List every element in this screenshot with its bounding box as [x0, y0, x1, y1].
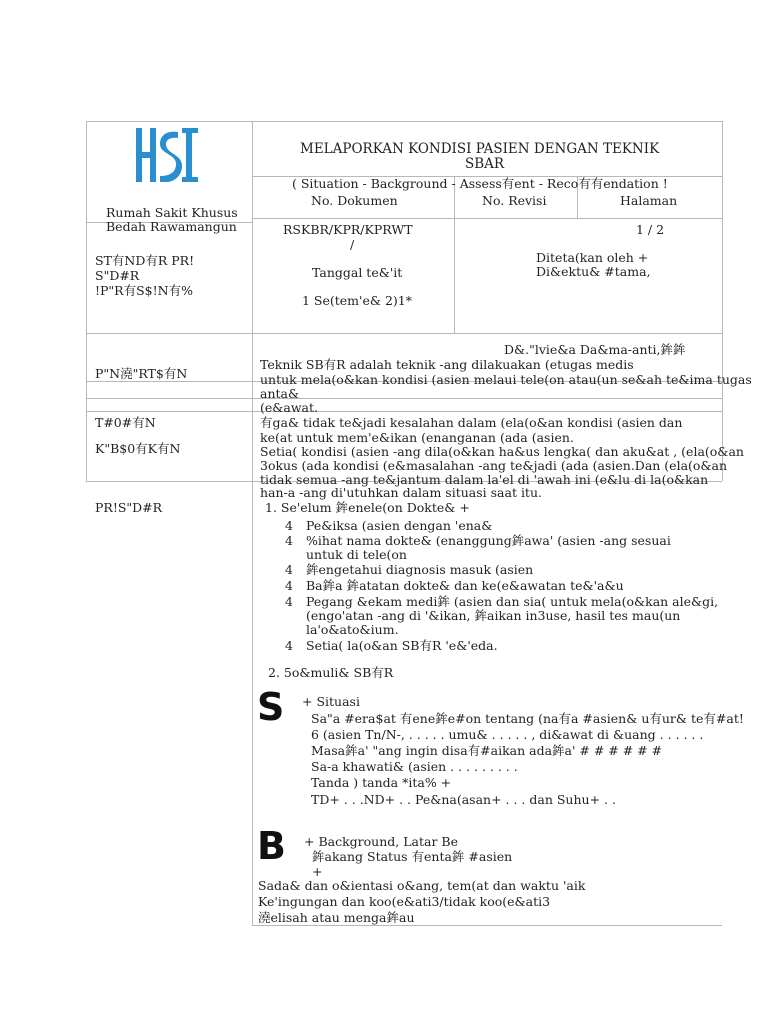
spo-row-bottom [86, 333, 722, 334]
dokumen-number: RSKBR/KPR/KPRWT [283, 222, 413, 237]
dokumen-revisi-divider [454, 176, 455, 333]
table-left-border [86, 121, 87, 481]
background-line: 澆elisah atau menga鉾au [258, 910, 415, 925]
pengertian-text-2: untuk mela(o&kan kondisi (asien melaui tele(on atau(un se&ah te&ima tugas [260, 372, 752, 387]
hospital-logo [136, 128, 198, 182]
tanggal-terbit-value: 1 Se(tem'e& 2)1* [302, 293, 413, 308]
tujuan-row-bottom [86, 411, 722, 412]
step-1-item: 鉾engetahui diagnosis masuk (asien [306, 562, 534, 577]
tujuan-label: T#0#有N [95, 415, 156, 430]
prosedur-step-1-title: 1. Se'elum 鉾enele(on Dokte& + [265, 500, 470, 515]
document-title-line-1: MELAPORKAN KONDISI PASIEN DENGAN TEKNIK [300, 141, 660, 157]
pengertian-text-4: (e&awat. [260, 400, 319, 415]
column-header-halaman: Halaman [620, 193, 678, 208]
prosedur-label: PR!S"D#R [95, 500, 163, 515]
step-1-item: Ba鉾a 鉾atatan dokte& dan ke(e&awatan te&'a&u [306, 578, 624, 593]
kebijakan-text-2: 3okus (ada kondisi (e&masalahan -ang te&jadi (ada (asien.Dan (ela(o&an [260, 458, 728, 473]
situation-line: Sa"a #era$at 有ene鉾e#on tentang (na有a #asien& u有ur& te有#at! [311, 711, 744, 726]
step-1-bullet: 4 [285, 594, 293, 609]
background-line: + Background, Latar Be [304, 834, 458, 849]
tanggal-terbit-label: Tanggal te&'it [312, 265, 403, 280]
situation-line: Masa鉾a' "ang ingin disa有#aikan ada鉾a' # # # # # # [311, 743, 663, 758]
pengertian-label: P"N澆"RT$有N [95, 366, 188, 381]
situation-line: + Situasi [302, 694, 360, 709]
table-bottom-border [252, 925, 722, 926]
ditetapkan-line-1: Diteta(kan oleh + [536, 250, 649, 265]
column-header-dokumen: No. Dokumen [311, 193, 398, 208]
pengertian-text-1: Teknik SB有R adalah teknik -ang dilakuakan (etugas medis [260, 357, 634, 372]
hospital-name-line-1: Rumah Sakit Khusus [106, 205, 238, 220]
step-1-item-continuation: (engo'atan -ang di '&ikan, 鉾aikan in3use, hasil tes mau(un [306, 608, 681, 623]
step-1-item: %ihat nama dokte& (enanggung鉾awa' (asien -ang sesuai [306, 533, 671, 548]
background-line: Ke'ingungan dan koo(e&ati3/tidak koo(e&ati3 [258, 894, 551, 909]
kebijakan-text-1: Setia( kondisi (asien -ang dila(o&kan ha&us lengka( dan aku&at , (ela(o&an [260, 444, 744, 459]
step-1-bullet: 4 [285, 533, 293, 548]
situation-line: Sa-a khawati& (asien . . . . . . . . . [311, 759, 518, 774]
sbar-letter-b: B [257, 824, 286, 868]
ditetapkan-line-2: Di&ektu& #tama, [536, 264, 651, 279]
step-1-bullet: 4 [285, 518, 293, 533]
step-1-bullet: 4 [285, 562, 293, 577]
step-1-item: Setia( la(o&an SB有R 'e&'eda. [306, 638, 498, 653]
background-line: + [312, 864, 323, 879]
table-top-border [86, 121, 722, 122]
step-1-item-continuation: untuk di tele(on [306, 547, 407, 562]
header-row-divider [252, 218, 722, 219]
document-subtitle: ( Situation - Background - Assess有ent - Reco有有endation ! [292, 176, 668, 191]
tujuan-text-2: ke(at untuk mem'e&ikan (enanganan (ada (asien. [260, 430, 574, 445]
kebijakan-text-4: han-a -ang di'utuhkan dalam situasi saat itu. [260, 485, 542, 500]
prosedur-step-2-title: 2. 5o&muli& SB有R [268, 665, 394, 680]
situation-line: Tanda ) tanda *ita% + [311, 775, 452, 790]
spo-label-line-2: S"D#R [95, 268, 140, 283]
column-header-revisi: No. Revisi [482, 193, 547, 208]
step-1-item-continuation: la'o&ato&ium. [306, 622, 399, 637]
signatory-name: D&."lvie&a Da&ma-anti,鉾鉾 [504, 342, 686, 357]
background-line: 鉾akang Status 有enta鉾 #asien [312, 849, 513, 864]
pengertian-row-bottom-2 [86, 398, 722, 399]
step-1-bullet: 4 [285, 578, 293, 593]
document-title-line-2: SBAR [465, 156, 505, 172]
pengertian-text-3: anta& [260, 386, 300, 401]
kebijakan-label: K"B$0有K有N [95, 441, 181, 456]
situation-line: 6 (asien Tn/N-, . . . . . umu& . . . . . , di&awat di &uang . . . . . . [311, 727, 704, 742]
sbar-letter-s: S [257, 685, 285, 729]
step-1-bullet: 4 [285, 638, 293, 653]
hospital-name-line-2: Bedah Rawamangun [106, 219, 237, 234]
table-right-border [722, 121, 723, 481]
step-1-item: Pegang &ekam medi鉾 (asien dan sia( untuk mela(o&kan ale&gi, [306, 594, 719, 609]
halaman-value: 1 / 2 [636, 222, 665, 237]
step-1-item: Pe&iksa (asien dengan 'ena& [306, 518, 493, 533]
spo-label-line-1: ST有ND有R PR! [95, 253, 195, 268]
background-line: Sada& dan o&ientasi o&ang, tem(at dan waktu 'aik [258, 878, 586, 893]
situation-line: TD+ . . .ND+ . . Pe&na(asan+ . . . dan Suhu+ . . [311, 792, 616, 807]
dokumen-number-slash: / [350, 237, 355, 252]
table-main-col-divider [252, 121, 253, 926]
kebijakan-text-3: tidak semua -ang te&jantum dalam la'el di 'awah ini (e&lu di la(o&kan [260, 472, 709, 487]
spo-label-line-3: !P"R有S$!N有% [95, 283, 193, 298]
tujuan-text-1: 有ga& tidak te&jadi kesalahan dalam (ela(o&an kondisi (asien dan [260, 415, 683, 430]
